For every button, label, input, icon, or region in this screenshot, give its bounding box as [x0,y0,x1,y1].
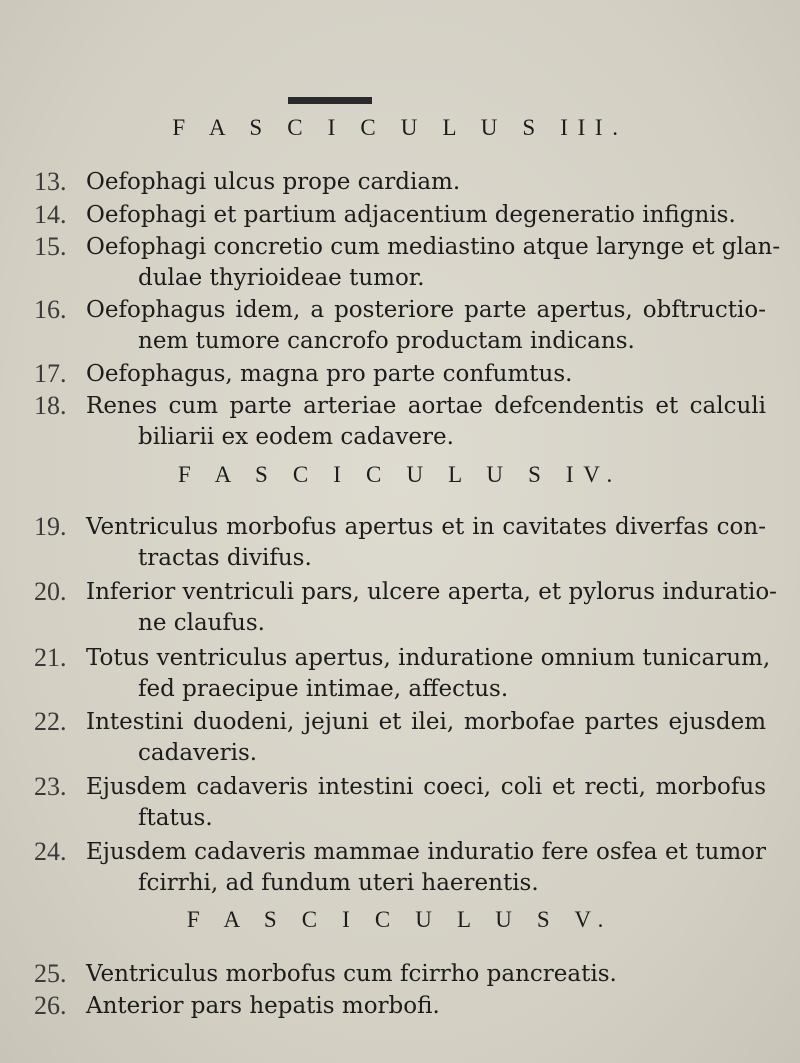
entry-text: Ventriculus morbofus apertus et in cavitates diverfas con- [86,514,766,540]
entry-text: Totus ventriculus apertus, induratione omnium tunicarum, [86,645,771,671]
section-heading-iv: F A S C I C U L U S IV. [178,462,622,487]
header-rule [288,97,372,104]
entry-text: Intestini duodeni, jejuni et ilei, morbofae partes ejusdem [86,709,766,735]
entry-text: Anterior pars hepatis morbofi. [86,993,440,1019]
entry-text: Inferior ventriculi pars, ulcere aperta, et pylorus induratio- [86,579,777,605]
entry-number: 16. [34,295,67,324]
entry-text-continuation: cadaveris. [138,740,258,766]
entry-text: Ejusdem cadaveris mammae induratio fere osfea et tumor [86,839,766,865]
section-heading-iii: F A S C I C U L U S III. [172,115,628,140]
entry-text: Oefophagi et partium adjacentium degeneratio infignis. [86,202,736,228]
section-heading-v: F A S C I C U L U S V. [186,907,614,932]
entry-number: 13. [34,167,67,196]
entry-text: Ejusdem cadaveris intestini coeci, coli et recti, morbofus [86,774,766,800]
entry-text-continuation: ftatus. [138,805,213,831]
entry-text-continuation: ne claufus. [138,610,265,636]
entry-text-continuation: dulae thyrioideae tumor. [138,265,425,291]
entry-number: 23. [34,772,67,801]
entry-text: Oefophagi ulcus prope cardiam. [86,169,461,195]
entry-number: 14. [34,200,67,229]
entry-text-continuation: fed praecipue intimae, affectus. [138,676,509,702]
entry-text: Ventriculus morbofus cum fcirrho pancreatis. [86,961,617,987]
entry-number: 18. [34,391,67,420]
entry-text-continuation: biliarii ex eodem cadavere. [138,424,454,450]
entry-text-continuation: fcirrhi, ad fundum uteri haerentis. [138,870,539,896]
entry-number: 15. [34,232,67,261]
entry-text: Oefophagus idem, a posteriore parte apertus, obftructio- [86,297,766,323]
entry-text: Oefophagus, magna pro parte confumtus. [86,361,573,387]
entry-text-continuation: tractas divifus. [138,545,312,571]
entry-text: Renes cum parte arteriae aortae defcendentis et calculi [86,393,766,419]
entry-number: 17. [34,359,67,388]
entry-number: 19. [34,512,67,541]
entry-number: 26. [34,991,67,1020]
entry-number: 21. [34,643,67,672]
entry-number: 25. [34,959,67,988]
entry-text: Oefophagi concretio cum mediastino atque larynge et glan- [86,234,781,260]
entry-number: 24. [34,837,67,866]
entry-number: 22. [34,707,67,736]
entry-number: 20. [34,577,67,606]
entry-text-continuation: nem tumore cancrofo productam indicans. [138,328,635,354]
